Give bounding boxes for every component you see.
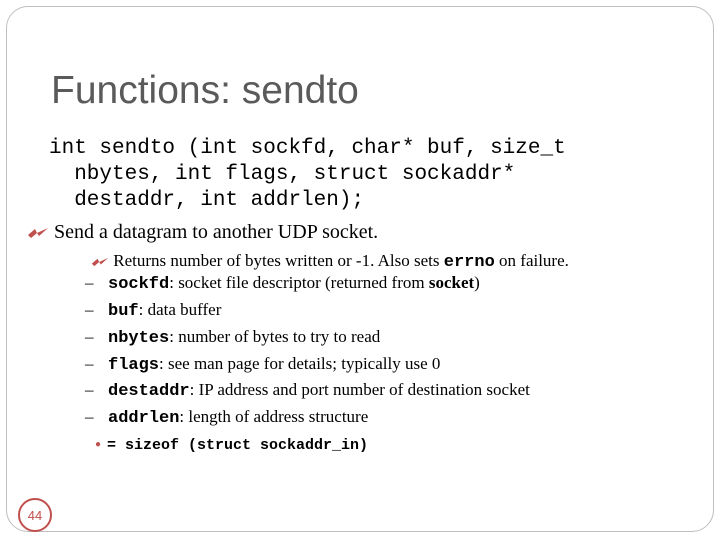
bullet-text: Send a datagram to another UDP socket.: [54, 221, 379, 243]
param-name: destaddr: [108, 382, 190, 401]
page-number: 44: [27, 507, 43, 523]
signature-line-1: int sendto (int sockfd, char* buf, size_t: [49, 137, 566, 160]
lightning-bullet-icon: [27, 221, 49, 244]
param-description-bold: socket: [428, 273, 475, 292]
returns-text-suffix: on failure.: [494, 251, 569, 270]
param-row: [108, 380, 530, 401]
bullet-returns: [91, 251, 569, 272]
param-description: : socket file descriptor (returned from: [169, 273, 429, 292]
function-signature: [49, 136, 566, 214]
param-description: : IP address and port number of destination socket: [189, 380, 530, 399]
param-name: sockfd: [108, 275, 170, 294]
param-description: : see man page for details; typically use 0: [159, 354, 441, 373]
param-dash: –: [85, 327, 94, 346]
slide-title: Functions: sendto: [51, 69, 359, 112]
param-description: : number of bytes to try to read: [169, 327, 381, 346]
param-row: [108, 273, 480, 294]
param-row: [108, 407, 368, 428]
lightning-bullet-icon: [91, 251, 109, 271]
signature-line-2: nbytes, int flags, struct sockaddr*: [49, 163, 516, 186]
param-description: : length of address structure: [179, 407, 369, 426]
param-dash: –: [85, 300, 94, 319]
page-number-badge: [18, 498, 52, 532]
param-row: [108, 354, 440, 375]
returns-text-prefix: Returns number of bytes written or -1. Also sets: [113, 251, 444, 270]
sizeof-text: = sizeof (struct sockaddr_in): [107, 437, 369, 454]
signature-line-3: destaddr, int addrlen);: [49, 189, 365, 212]
param-dash: –: [85, 273, 94, 292]
sizeof-subpoint: [95, 437, 368, 454]
param-dash: –: [85, 380, 94, 399]
param-description-end: ): [474, 273, 480, 292]
param-dash: –: [85, 407, 94, 426]
param-name: addrlen: [108, 409, 180, 428]
param-name: flags: [108, 356, 160, 375]
bullet-send-datagram: [27, 221, 378, 244]
param-row: [108, 327, 380, 348]
param-dash: –: [85, 354, 94, 373]
param-name: buf: [108, 302, 139, 321]
param-name: nbytes: [108, 329, 170, 348]
slide-frame: [6, 6, 714, 532]
dot-bullet-icon: ●: [95, 439, 102, 451]
param-row: [108, 300, 221, 321]
param-description: : data buffer: [138, 300, 222, 319]
errno-code: errno: [443, 253, 495, 272]
